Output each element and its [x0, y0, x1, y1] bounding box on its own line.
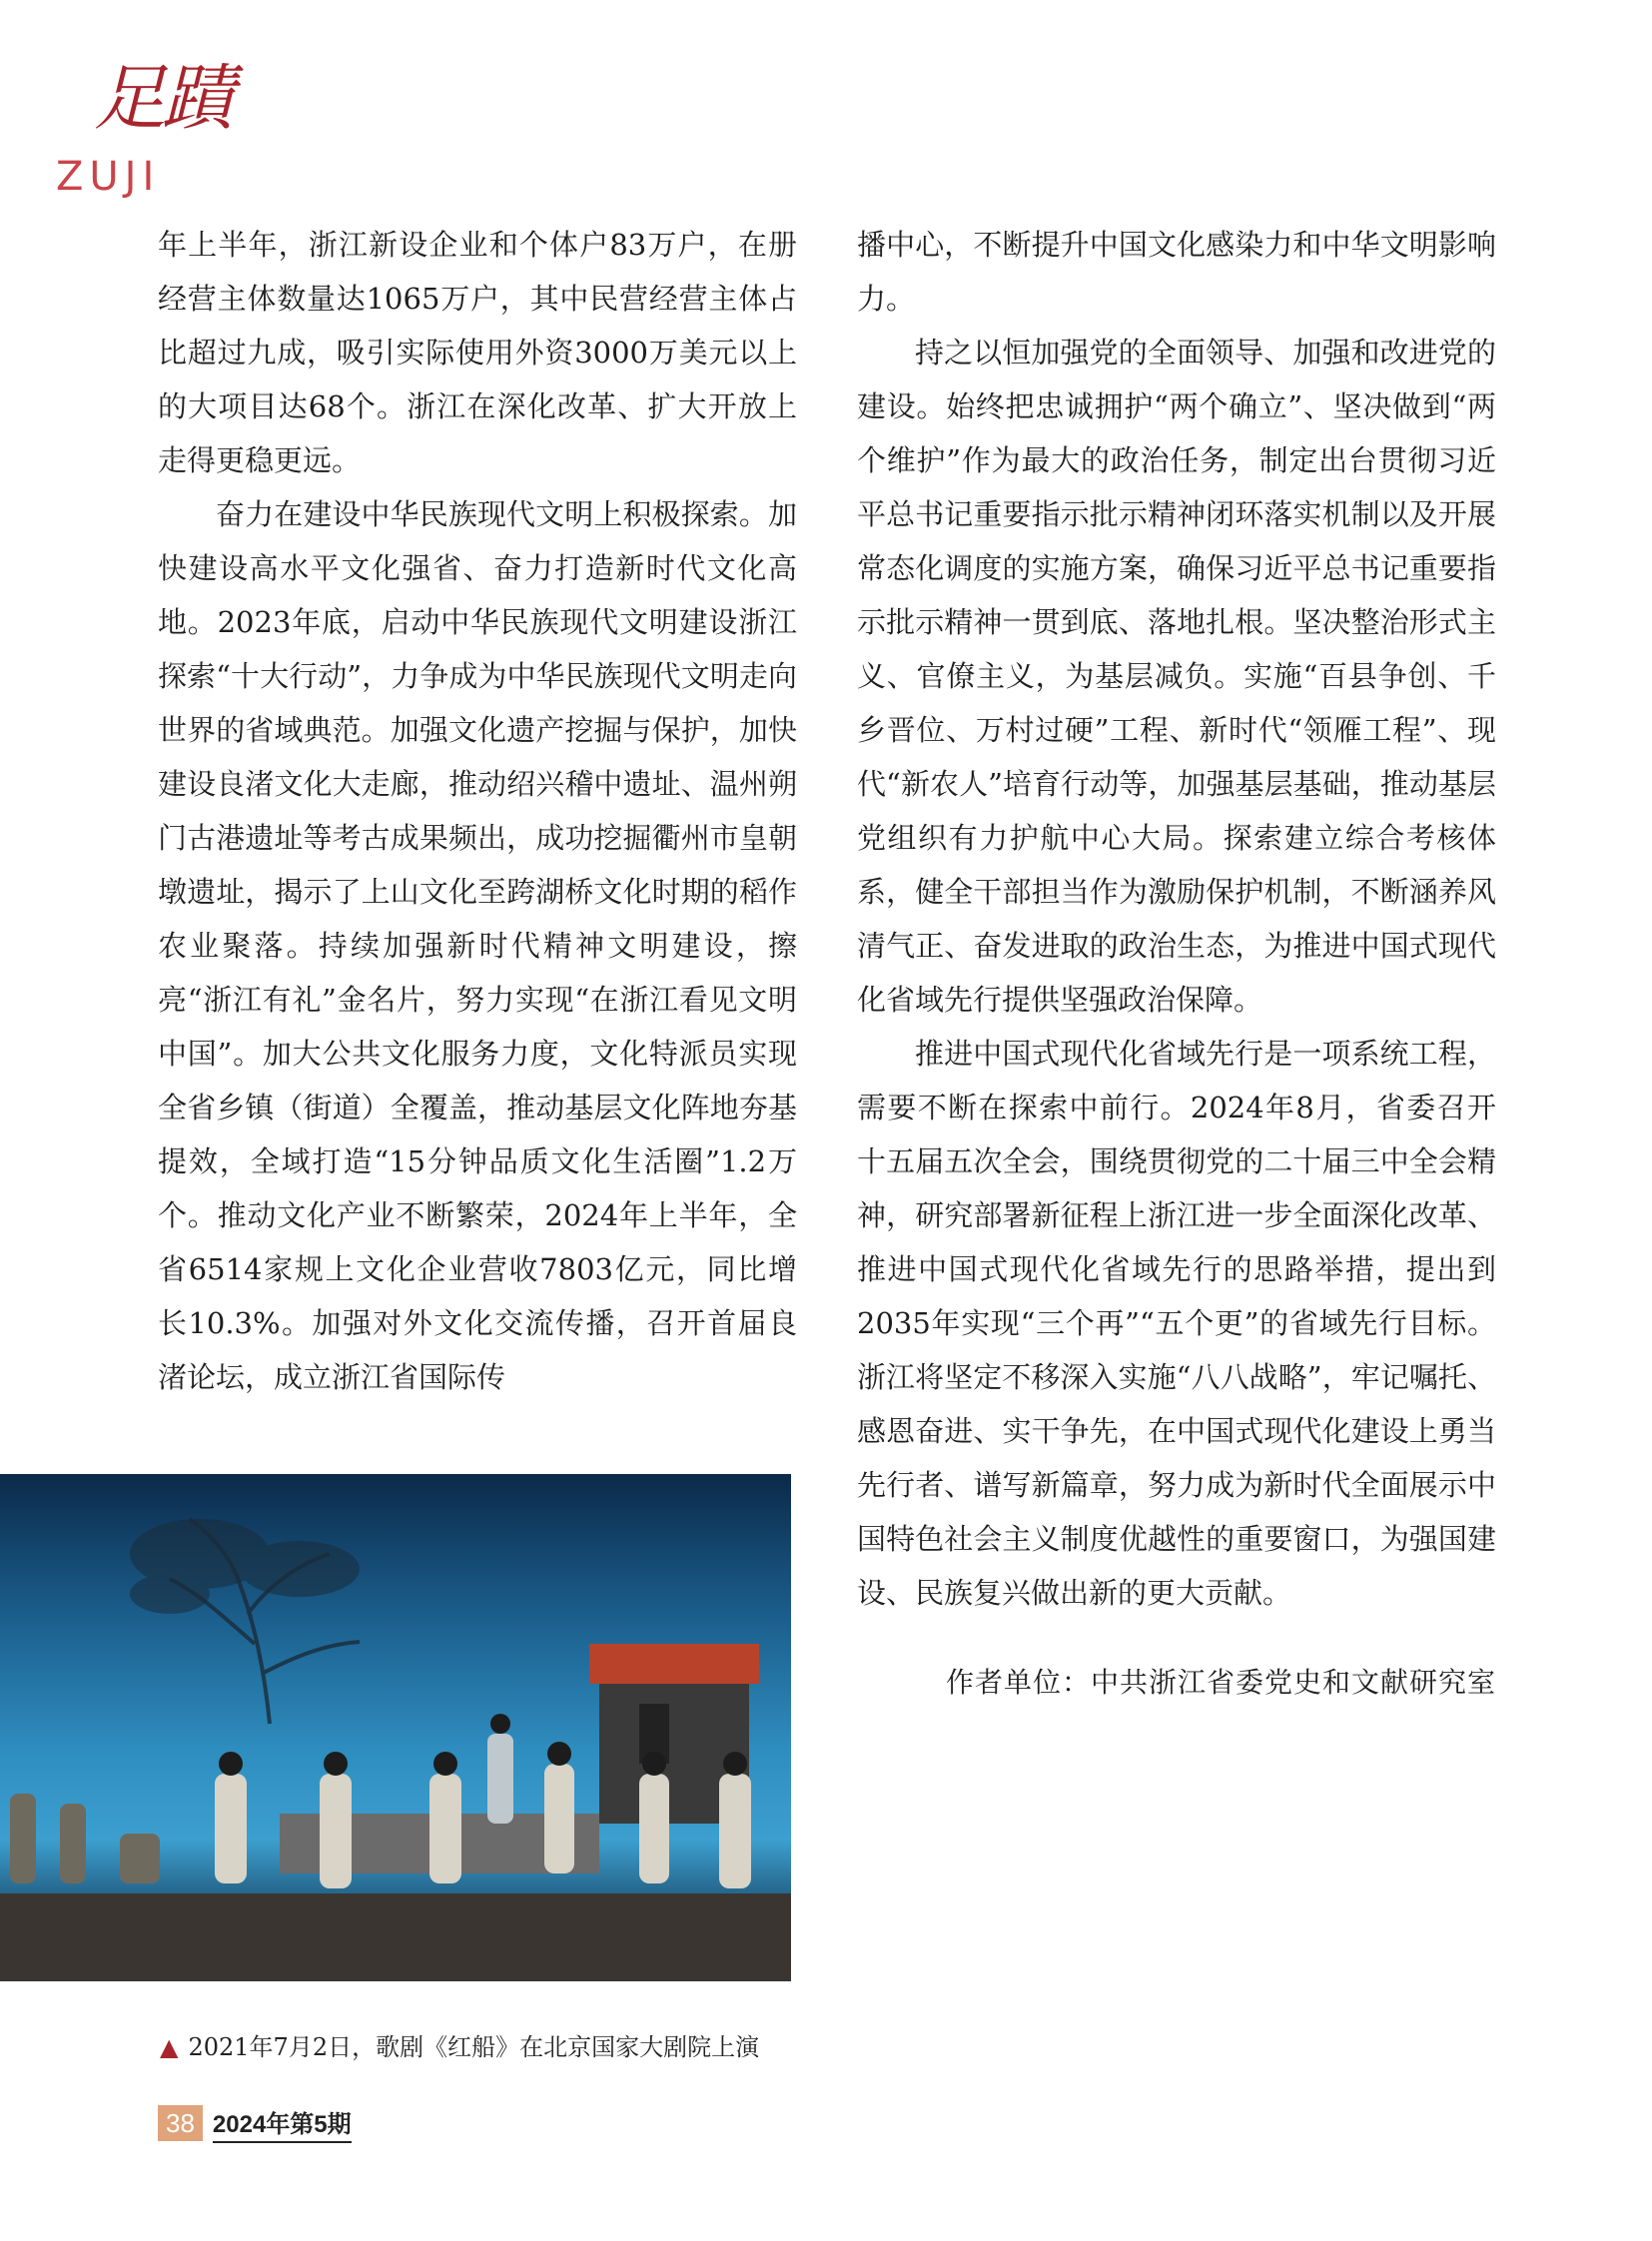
- right-paragraph-3: 推进中国式现代化省域先行是一项系统工程，需要不断在探索中前行。2024年8月，省委召开十五届五次全会，围绕贯彻党的二十届三中全会精神，研究部署新征程上浙江进一步全面深化改革、推进中国式现代化省域先行的思路举措，提出到2035年实现“三个再”“五个更”的省域先行目标。浙江将坚定不移深入实施“八八战略”，牢记嘱托、感恩奋进、实干争先，在中国式现代化建设上勇当先行者、谱写新篇章，努力成为新时代全面展示中国特色社会主义制度优越性的重要窗口，为强国建设、民族复兴做出新的更大贡献。: [857, 1037, 1496, 1610]
- left-text-column: [158, 218, 797, 1404]
- logo-chinese-text: 足蹟: [94, 56, 231, 140]
- page-footer: [158, 2105, 352, 2141]
- photo-caption: [160, 2027, 759, 2062]
- stage-scene-illustration: [0, 1474, 791, 1981]
- left-paragraph-2: 奋力在建设中华民族现代文明上积极探索。加快建设高水平文化强省、奋力打造新时代文化高地。2023年底，启动中华民族现代文明建设浙江探索“十大行动”，力争成为中华民族现代文明走向世界的省域典范。加强文化遗产挖掘与保护，加快建设良渚文化大走廊，推动绍兴稽中遗址、温州朔门古港遗址等考古成果频出，成功挖掘衢州市皇朝墩遗址，揭示了上山文化至跨湖桥文化时期的稻作农业聚落。持续加强新时代精神文明建设，擦亮“浙江有礼”金名片，努力实现“在浙江看见文明中国”。加大公共文化服务力度，文化特派员实现全省乡镇（街道）全覆盖，推动基层文化阵地夯基提效，全域打造“15分钟品质文化生活圈”1.2万个。推动文化产业不断繁荣，2024年上半年，全省6514家规上文化企业营收7803亿元，同比增长10.3%。加强对外文化交流传播，召开首届良渚论坛，成立浙江省国际传: [158, 497, 797, 1394]
- magazine-logo: [56, 56, 256, 202]
- right-text-column: [857, 218, 1496, 1710]
- right-paragraph-1: 播中心，不断提升中国文化感染力和中华文明影响力。: [857, 228, 1496, 316]
- right-paragraph-2: 持之以恒加强党的全面领导、加强和改进党的建设。始终把忠诚拥护“两个确立”、坚决做到“两个维护”作为最大的政治任务，制定出台贯彻习近平总书记重要指示批示精神闭环落实机制以及开展常态化调度的实施方案，确保习近平总书记重要指示批示精神一贯到底、落地扎根。坚决整治形式主义、官僚主义，为基层减负。实施“百县争创、千乡晋位、万村过硬”工程、新时代“领雁工程”、现代“新农人”培育行动等，加强基层基础，推动基层党组织有力护航中心大局。探索建立综合考核体系，健全干部担当作为激励保护机制，不断涵养风清气正、奋发进取的政治生态，为推进中国式现代化省域先行提供坚强政治保障。: [857, 336, 1496, 1017]
- left-paragraph-1: 年上半年，浙江新设企业和个体户83万户，在册经营主体数量达1065万户，其中民营经营主体占比超过九成，吸引实际使用外资3000万美元以上的大项目达68个。浙江在深化改革、扩大开放上走得更稳更远。: [158, 228, 797, 477]
- opera-stage-photo: [0, 1474, 791, 1981]
- page-number: 38: [158, 2105, 203, 2141]
- caption-triangle-icon: ▲: [160, 2033, 179, 2061]
- author-affiliation: 作者单位：中共浙江省委党史和文献研究室: [945, 1666, 1496, 1699]
- logo-latin-text: ZUJI: [56, 154, 161, 200]
- issue-label: 2024年第5期: [213, 2104, 352, 2143]
- caption-text: 2021年7月2日，歌剧《红船》在北京国家大剧院上演: [188, 2033, 760, 2061]
